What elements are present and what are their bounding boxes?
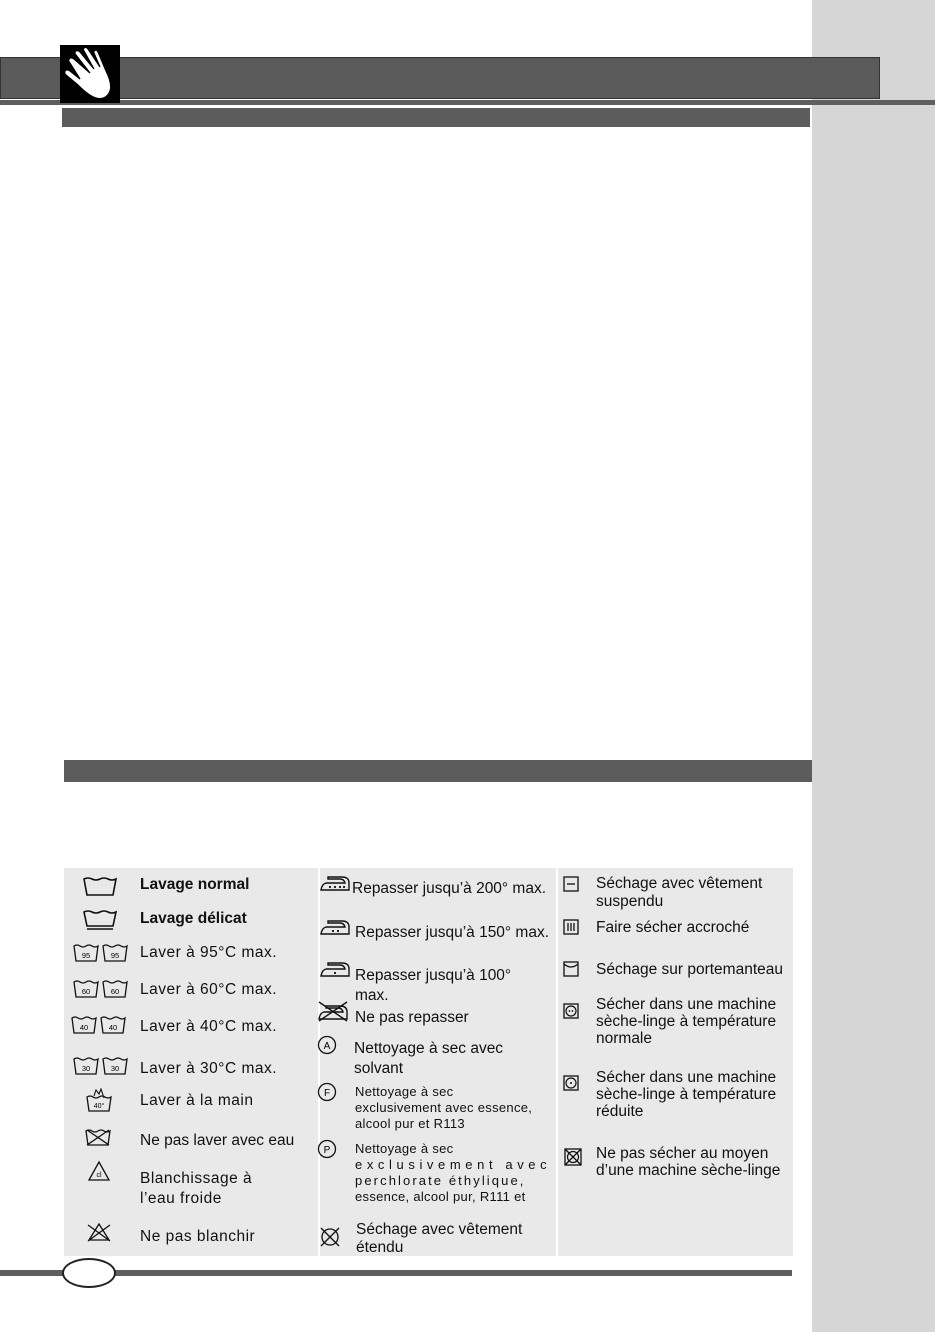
- temp-mark: 40: [108, 1023, 118, 1032]
- care-label: Séchage avec vêtement: [596, 875, 763, 892]
- no-bleach-icon: [86, 1222, 112, 1242]
- care-label: Nettoyage à sec: [355, 1084, 454, 1099]
- care-label: Laver à 60°C max.: [140, 981, 278, 998]
- care-label: Lavage délicat: [140, 910, 247, 927]
- dryclean-mark: A: [323, 1041, 331, 1052]
- temp-mark: 40: [79, 1023, 89, 1032]
- temp-mark: 30: [81, 1064, 91, 1073]
- wash-60-icon: [73, 979, 129, 999]
- no-tumble-icon: [564, 1148, 582, 1166]
- dryclean-mark: F: [323, 1088, 331, 1099]
- drip-dry-icon: [563, 919, 579, 935]
- temp-mark: 30: [110, 1064, 120, 1073]
- tumble-low-icon: [563, 1075, 579, 1091]
- care-label: sèche-linge à température: [596, 1013, 777, 1030]
- column-divider: [556, 868, 558, 1256]
- care-label: réduite: [596, 1103, 644, 1120]
- care-label: étendu: [356, 1239, 404, 1256]
- care-label: Nettoyage à sec avec: [354, 1040, 504, 1057]
- footer-rule: [0, 1270, 792, 1276]
- dryclean-f-icon: [316, 1081, 338, 1103]
- dryclean-a-icon: [316, 1034, 338, 1056]
- iron-100-icon: [318, 960, 352, 978]
- washtub-normal-icon: [83, 876, 117, 896]
- care-label: perchlorate éthylique,: [355, 1173, 526, 1188]
- tumble-normal-icon: [563, 1003, 579, 1019]
- care-label: max.: [355, 987, 389, 1004]
- temp-mark: 40°: [93, 1103, 105, 1110]
- hanger-dry-icon: [563, 961, 579, 977]
- care-label: essence, alcool pur, R111 et: [355, 1189, 526, 1204]
- dry-flat-icon: [319, 1226, 341, 1248]
- header-bar: [0, 57, 880, 99]
- no-iron-icon: [316, 1000, 350, 1022]
- care-label: sèche-linge à température: [596, 1086, 777, 1103]
- care-label: Ne pas laver avec eau: [140, 1132, 295, 1149]
- care-label: Séchage avec vêtement: [356, 1221, 523, 1238]
- care-label: exclusivement avec: [355, 1157, 552, 1172]
- care-label: d’une machine sèche-linge: [596, 1162, 781, 1179]
- header-rule: [0, 100, 935, 105]
- section-bar: [64, 760, 812, 782]
- washtub-delicate-icon: [83, 909, 117, 931]
- care-label: Blanchissage à: [140, 1170, 253, 1187]
- care-label: Laver à 95°C max.: [140, 944, 278, 961]
- wash-40-icon: [71, 1015, 127, 1035]
- temp-mark: 95: [110, 951, 120, 960]
- care-label: solvant: [354, 1060, 404, 1077]
- care-label: Sécher dans une machine: [596, 1069, 777, 1086]
- care-label: Séchage sur portemanteau: [596, 961, 783, 978]
- care-label: Sécher dans une machine: [596, 996, 777, 1013]
- care-label: l’eau froide: [140, 1190, 222, 1207]
- page-number-badge: [62, 1258, 116, 1288]
- no-wash-icon: [85, 1128, 111, 1146]
- care-label: Faire sécher accroché: [596, 919, 750, 936]
- dryclean-mark: P: [323, 1145, 331, 1156]
- care-label: suspendu: [596, 893, 664, 910]
- hand-logo: [60, 45, 120, 103]
- wash-95-icon: [73, 943, 129, 963]
- care-label: normale: [596, 1030, 652, 1047]
- hand-wash-icon: [86, 1088, 112, 1112]
- right-margin-strip: [812, 0, 935, 1332]
- bleach-mark: cl: [96, 1172, 102, 1179]
- care-label: Laver à 40°C max.: [140, 1018, 278, 1035]
- care-label: Ne pas repasser: [355, 1009, 469, 1026]
- iron-150-icon: [318, 918, 352, 936]
- care-label: exclusivement avec essence,: [355, 1100, 533, 1115]
- temp-mark: 95: [81, 951, 91, 960]
- care-label: Repasser jusqu’à 200° max.: [352, 880, 547, 897]
- line-dry-icon: [563, 876, 579, 892]
- temp-mark: 60: [110, 987, 120, 996]
- bleach-cold-icon: [87, 1160, 111, 1182]
- care-label: Repasser jusqu’à 100°: [355, 967, 512, 984]
- care-label: Repasser jusqu’à 150° max.: [355, 924, 550, 941]
- care-label: alcool pur et R113: [355, 1116, 465, 1131]
- wash-30-icon: [73, 1056, 129, 1076]
- iron-200-icon: [318, 874, 352, 892]
- care-label: Lavage normal: [140, 876, 250, 893]
- care-label: Laver à la main: [140, 1092, 254, 1109]
- temp-mark: 60: [81, 987, 91, 996]
- dryclean-p-icon: [316, 1138, 338, 1160]
- care-label: Nettoyage à sec: [355, 1141, 454, 1156]
- hand-icon: [62, 47, 118, 101]
- care-label: Ne pas blanchir: [140, 1228, 256, 1245]
- care-label: Laver à 30°C max.: [140, 1060, 278, 1077]
- section-bar: [62, 108, 810, 127]
- care-label: Ne pas sécher au moyen: [596, 1145, 769, 1162]
